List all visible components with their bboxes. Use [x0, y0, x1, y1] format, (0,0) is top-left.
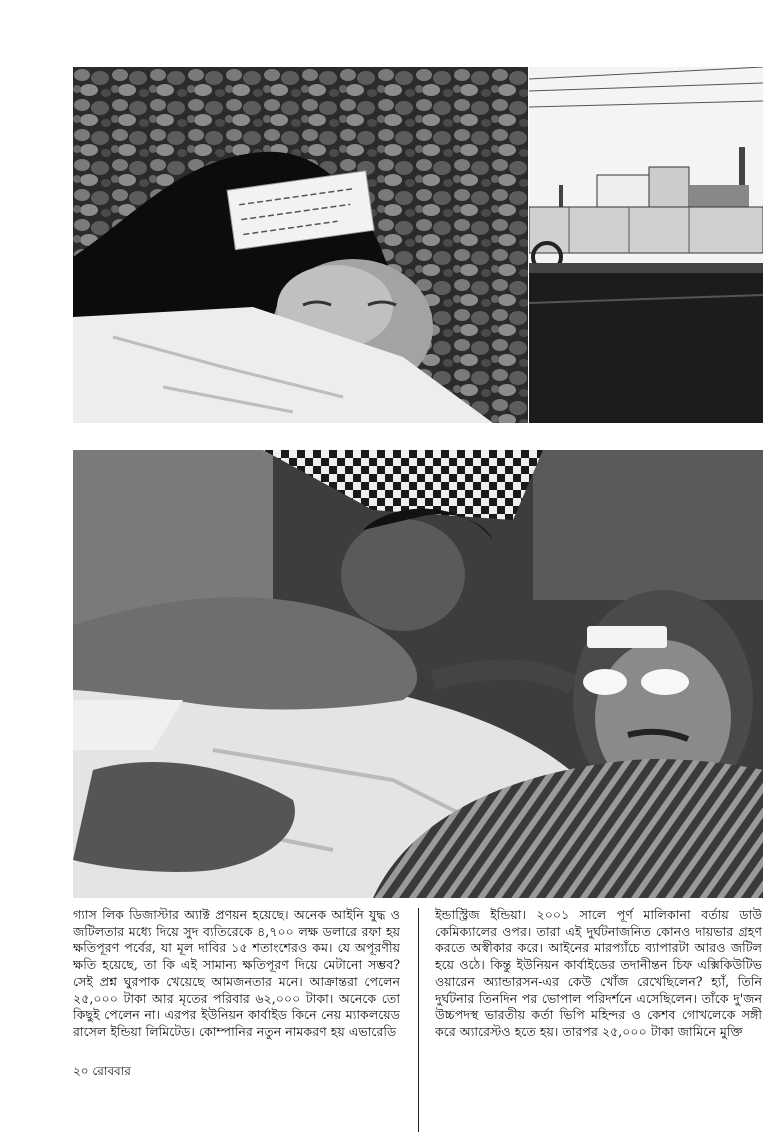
page-folio: ২০ রোববার: [73, 1064, 131, 1078]
article-text-right: ইন্ডাস্ট্রিজ ইন্ডিয়া। ২০০১ সালে পূর্ণ মালিকানা বর্তায় ডাউ কেমিক্যালের ওপর। তারা এই দুর্ঘটনাজনিত কোনও দায়ভার গ্রহণ করতে অস্বীকার করে। আইনের মারপ্যাঁচে ব্যাপারটা আরও জটিল হয়ে ওঠে। কিন্তু ইউনিয়ন কার্বাইডের তদানীন্তন চিফ এক্সিকিউটিভ ওয়ারেন অ্যান্ডারসন-এর কেউ খোঁজ রেখেছিলেন? হ্যাঁ, তিনি দুর্ঘটনার তিনদিন পর ভোপাল পরিদর্শনে এসেছিলেন। তাঁকে দু'জন উচ্চপদস্থ ভারতীয় কর্তা ভিপি মহিন্দর ও কেশব গোখলেকে সঙ্গী করে অ্যারেস্টও হতে হয়। তারপর ২৫,০০০ টাকা জামিনে মুক্তি: [435, 907, 762, 1039]
factory-image: [529, 67, 763, 423]
article-column-right: [435, 907, 762, 1059]
child-victim-image: [73, 67, 528, 423]
sleeping-victims-image: [73, 450, 763, 898]
column-divider: [418, 908, 419, 1132]
article-column-left: [73, 907, 400, 1059]
article-text-left: গ্যাস লিক ডিজাস্টার অ্যাক্ট প্রণয়ন হয়েছে। অনেক আইনি যুদ্ধ ও জটিলতার মধ্যে দিয়ে সুদ ব্যতিরেকে ৪,৭০০ লক্ষ ডলারে রফা হয় ক্ষতিপূরণ পর্বের, যা মূল দাবির ১৫ শতাংশেরও কম। যে অপূরণীয় ক্ষতি হয়েছে, তা কি এই সামান্য ক্ষতিপূরণ দিয়ে মেটানো সম্ভব? সেই প্রশ্ন ঘুরপাক খেয়েছে আমজনতার মনে। আক্রান্তরা পেলেন ২৫,০০০ টাকা আর মৃতের পরিবার ৬২,০০০ টাকা। অনেকে তো কিছুই পেলেন না। এরপর ইউনিয়ন কার্বাইড কিনে নেয় ম্যাকলয়েড রাসেল ইন্ডিয়া লিমিটেড। কোম্পানির নতুন নামকরণ হয় এভারেডি: [73, 907, 400, 1039]
photo-sleeping-victims: [73, 450, 763, 898]
photo-child-victim: [73, 67, 528, 423]
photo-factory: [529, 67, 763, 423]
